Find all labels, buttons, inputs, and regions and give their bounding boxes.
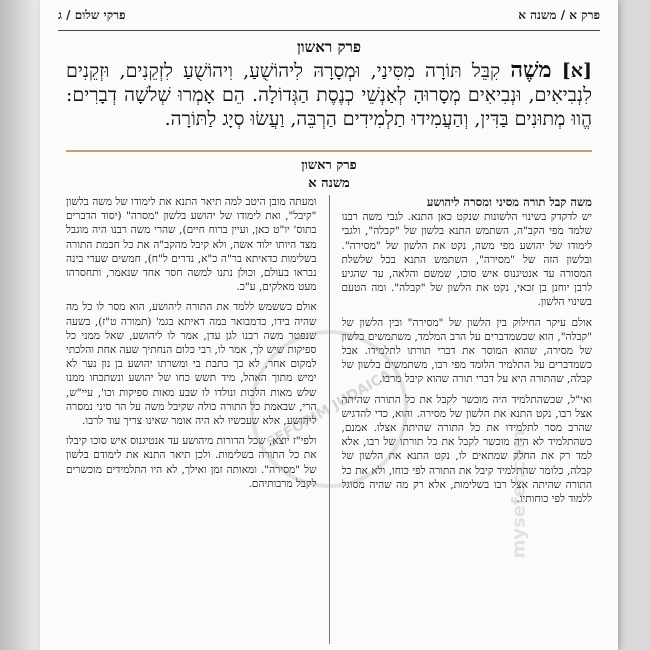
running-head	[58, 8, 600, 24]
commentary-chapter: פרק ראשון	[301, 158, 357, 173]
commentary-heading	[40, 157, 618, 193]
watermark-seal-text: SEFORIM JUDAICA	[263, 366, 395, 452]
right-text-1: יש לדקדק בשינוי הלשונות שנקט כאן התנא. לגבי משה רבנו שלמד מפי הקב"ה, השתמש התנא בלשון של "קבלה", ולגבי לימודו של יהושע מפי משה, נקט את הלשון של "מסירה". ובלשון הזה של "מסירה", השתמש התנא בכל שלשלת המסורה עד אנטיגנוס איש סוכו, שמשם והלאה, עד שהגיע לרבן יוחנן בן זכאי, נקט את הלשון של "קבלה". ומה הטעם בשינוי הלשון.	[341, 211, 592, 309]
right-paragraph-2: אולם עיקר החילוק בין הלשון של "מסירה" ובין הלשון של "קבלה", הוא שכשמדברים על הרב המלמד, משתמשים בלשון של מסירה, שהוא המוסר את דברי תורתו לתלמידו. אבל כשמדברים על התלמיד הלומד מפי רבו, משתמשים בלשון של קבלה, שהתורה היא על דברי תורה שהוא קיבל מרבו.	[341, 316, 592, 386]
left-paragraph-1: ומעתה מובן היטב למה תיאר התנא את לימודו של משה בלשון "קיבל", ואת לימודו של יהושע בלשון "מסרה" (יסוד הדברים בתוס' יו"ט כאן, ועיין ברוח חיים), שהרי משה רבנו היה מוגבל מצד היותו ילוד אשה, ולא קיבל מהקב"ה את כל חכמת התורה בשלימות כדאיתא בר"ה כ"א, נדרים ל"ח), חמשים שערי בינה נבראו בעולם, וכולן נתנו למשה חסר אחד שנאמר, ותחסרהו מעט מאלקים, ע"כ.	[66, 196, 317, 294]
right-paragraph-3: ואי"ל, שכשהתלמיד היה מוכשר לקבל את כל התורה שהיתה אצל רבו, נקט התנא את הלשון של מסירה. והוא, כדי להדגיש שהרב מסר לתלמידו את כל התורה שהיתה אצלו. אמנם, כשהתלמיד לא היה מוכשר לקבל את כל תורתו של רבו, אלא למד רק את החלק שמתאים לו, נקט התנא את הלשון של קבלה, כלומר שהתלמיד קיבל את התורה לפי כוחו, ולא את כל התורה שהיתה אצל רבו בשלימות, אלא רק מה שהיה מסוגל ללמוד לפי כוחותיו.	[341, 393, 592, 506]
section-divider	[66, 150, 592, 152]
chapter-title: פרק ראשון	[296, 38, 362, 56]
book-page	[40, 0, 618, 650]
right-paragraph-1	[342, 195, 593, 310]
mishnah-body: קִבֵּל תּוֹרָה מִסִּינַי, וּמְסָרָהּ לִיהוֹשֻׁעַ, וִיהוֹשֻׁעַ לִזְקֵנִים, וּזְקֵנִים לִנְבִיאִים, וּנְבִיאִים מְסָרוּהָ לְאַנְשֵׁי כְנֶסֶת הַגְּדוֹלָה. הֵם אָמְרוּ שְׁלשָׁה דְבָרִים: הֱווּ מְתוּנִים בַּדִּין, וְהַעֲמִידוּ תַלְמִידִים הַרְבֵּה, וַעֲשׂוּ סְיָג לַתּוֹרָה.	[66, 60, 592, 130]
running-head-left: פרקי שלום / ג	[58, 8, 126, 22]
commentary-mishnah: משנה א	[308, 176, 350, 191]
left-paragraph-2: אולם כששמש ללמד את התורה ליהושע, הוא מסר לו כל מה שהיה בידו, כדמבואר במה דאיתא בגמ' (תמורה ט"ז), בשעה שנפטר משה רבנו לגן עדן, אמר לו ליהושע, שאל ממני כל ספיקות שיש לך, אמר לו, רבי כלום הנחתיך שעה אחת והלכתי למקום אחר, לא כך כתבת בי ומשרתו יהושע בן נון נער לא ימיש מתוך האהל, מיד תשש כחו של יהושע ונשתכחו ממנו שלש מאות הלכות ונולדו לו שבע מאות ספיקות וכו', עיי"ש, הרי, שבאמת כל התורה כולה שקיבל משה על הר סיני נמסרה ליהושע, אלא שעכשיו לא היה אומר שאינו צריך עוד לרבו.	[66, 301, 317, 428]
left-paragraph-3: ולפי"ז יוצא, שכל הדורות מיהושע עד אנטיגנוס איש סוכו קיבלו את כל התורה בשלימות. ולכן תיאר התנא את לימודם בלשון של "מסירה". ומאותה זמן ואילך, לא היו התלמידים מוכשרים לקבל מרבותיהם.	[66, 435, 317, 490]
book-spine	[0, 0, 40, 650]
mishnah-lead-word: משֶׁה	[510, 57, 552, 83]
running-head-right: פרק א / משנה א	[518, 8, 600, 22]
watermark-side: mysefer.com	[508, 430, 529, 559]
dibur-hamatchil: משה קבל תורה מסיני ומסרה ליהושע	[426, 195, 592, 209]
running-head-rule	[58, 30, 600, 31]
mishnah-text	[66, 58, 592, 131]
mishnah-number: [א]	[561, 60, 592, 82]
